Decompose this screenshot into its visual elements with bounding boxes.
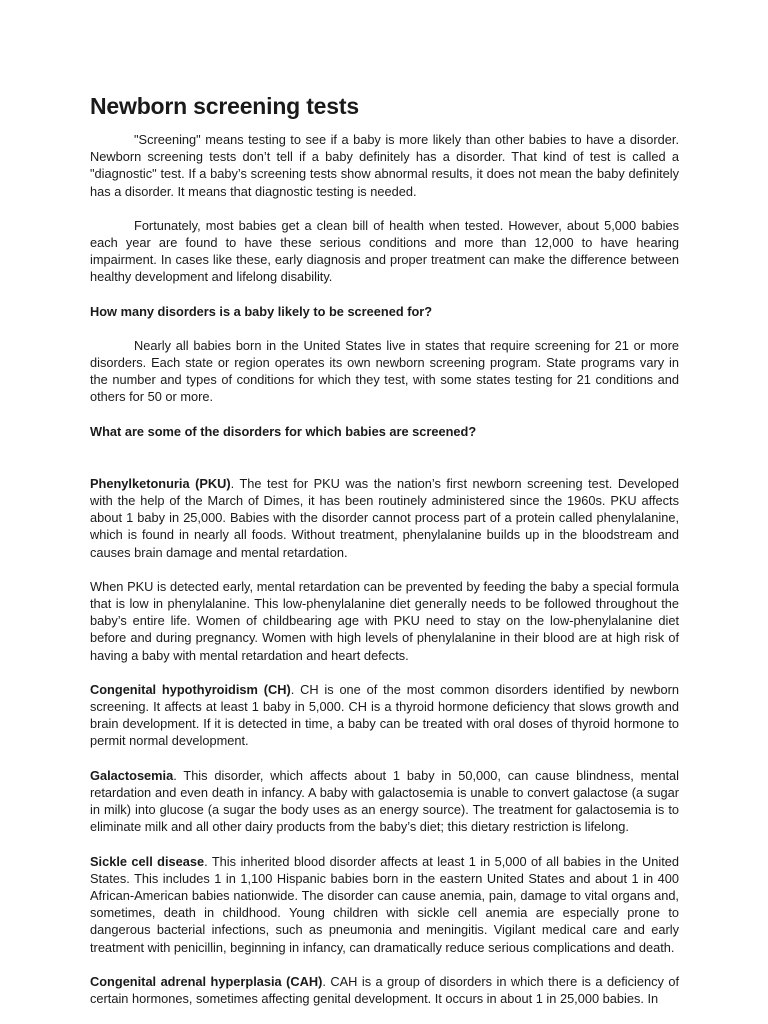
sickle-cell-term: Sickle cell disease bbox=[90, 853, 205, 869]
ch-term: Congenital hypothyroidism (CH) bbox=[90, 681, 291, 697]
pku-term: Phenylketonuria (PKU) bbox=[90, 475, 231, 491]
cah-paragraph bbox=[90, 973, 679, 1007]
pku-paragraph bbox=[90, 475, 679, 561]
pku-text: . The test for PKU was the nation’s first newborn screening test. Developed with the help of the March of Dimes, it has been routinely administered since the 1960s. PKU affects about 1 baby in 25,000. Babies with the disorder cannot process part of a protein called phenylalanine, which is found in nearly all foods. Without treatment, phenylalanine builds up in the bloodstream and causes brain damage and mental retardation. bbox=[90, 475, 680, 560]
section-heading-disorders-list: What are some of the disorders for which babies are screened? bbox=[90, 423, 477, 439]
cah-text: . CAH is a group of disorders in which there is a deficiency of certain hormones, sometimes affecting genital development. It occurs in about 1 in 25,000 babies. In bbox=[90, 973, 679, 1006]
ch-text: . CH is one of the most common disorders identified by newborn screening. It affects at least 1 baby in 5,000. CH is a thyroid hormone deficiency that slows growth and brain development. If it is detected in time, a baby can be treated with oral doses of thyroid hormone to permit normal development. bbox=[90, 681, 679, 749]
page-title: Newborn screening tests bbox=[90, 93, 359, 119]
galactosemia-term: Galactosemia bbox=[90, 767, 174, 783]
cah-term: Congenital adrenal hyperplasia (CAH) bbox=[90, 973, 323, 989]
disorder-count-paragraph: Nearly all babies born in the United States live in states that require screening for 21 or more disorders. Each state or region operates its own newborn screening program. State programs vary in the number and types of conditions for which they test, with some states testing for 21 conditions and others for 50 or more. bbox=[90, 337, 679, 405]
sickle-cell-text: . This inherited blood disorder affects at least 1 in 5,000 of all babies in the United States. This includes 1 in 1,100 Hispanic babies born in the eastern United States and about 1 in 400 African-American babies nationwide. The disorder can cause anemia, pain, damage to vital organs and, sometimes, death in childhood. Young children with sickle cell anemia are especially prone to dangerous bacterial infections, such as pneumonia and meningitis. Vigilant medical care and early treatment with penicillin, beginning in infancy, can dramatically reduce serious complications and death. bbox=[90, 853, 679, 955]
galactosemia-paragraph bbox=[90, 767, 679, 836]
sickle-cell-paragraph bbox=[90, 853, 679, 956]
pku-followup-paragraph: When PKU is detected early, mental retardation can be prevented by feeding the baby a special formula that is low in phenylalanine. This low-phenylalanine diet generally needs to be followed throughout the baby’s entire life. Women of childbearing age with PKU need to stay on the low-phenylalanine diet before and during pregnancy. Women with high levels of phenylalanine in their blood are at high risk of having a baby with mental retardation and heart defects. bbox=[90, 578, 679, 663]
document-page bbox=[90, 90, 679, 1007]
ch-paragraph bbox=[90, 681, 679, 750]
section-heading-disorder-count: How many disorders is a baby likely to be screened for? bbox=[90, 303, 433, 319]
intro-paragraph-2: Fortunately, most babies get a clean bill of health when tested. However, about 5,000 babies each year are found to have these serious conditions and more than 12,000 to have hearing impairment. In cases like these, early diagnosis and proper treatment can make the difference between healthy development and lifelong disability. bbox=[90, 217, 679, 285]
intro-paragraph-1: "Screening" means testing to see if a baby is more likely than other babies to have a disorder. Newborn screening tests don’t tell if a baby definitely has a disorder. That kind of test is called a "diagnostic" test. If a baby’s screening tests show abnormal results, it does not mean the baby definitely has a disorder. It means that diagnostic testing is needed. bbox=[90, 132, 679, 199]
galactosemia-text: . This disorder, which affects about 1 baby in 50,000, can cause blindness, mental retardation and even death in infancy. A baby with galactosemia is unable to convert galactose (a sugar in milk) into glucose (a sugar the body uses as an energy source). The treatment for galactosemia is to eliminate milk and all other dairy products from the baby’s diet; this dietary restriction is lifelong. bbox=[90, 767, 679, 835]
